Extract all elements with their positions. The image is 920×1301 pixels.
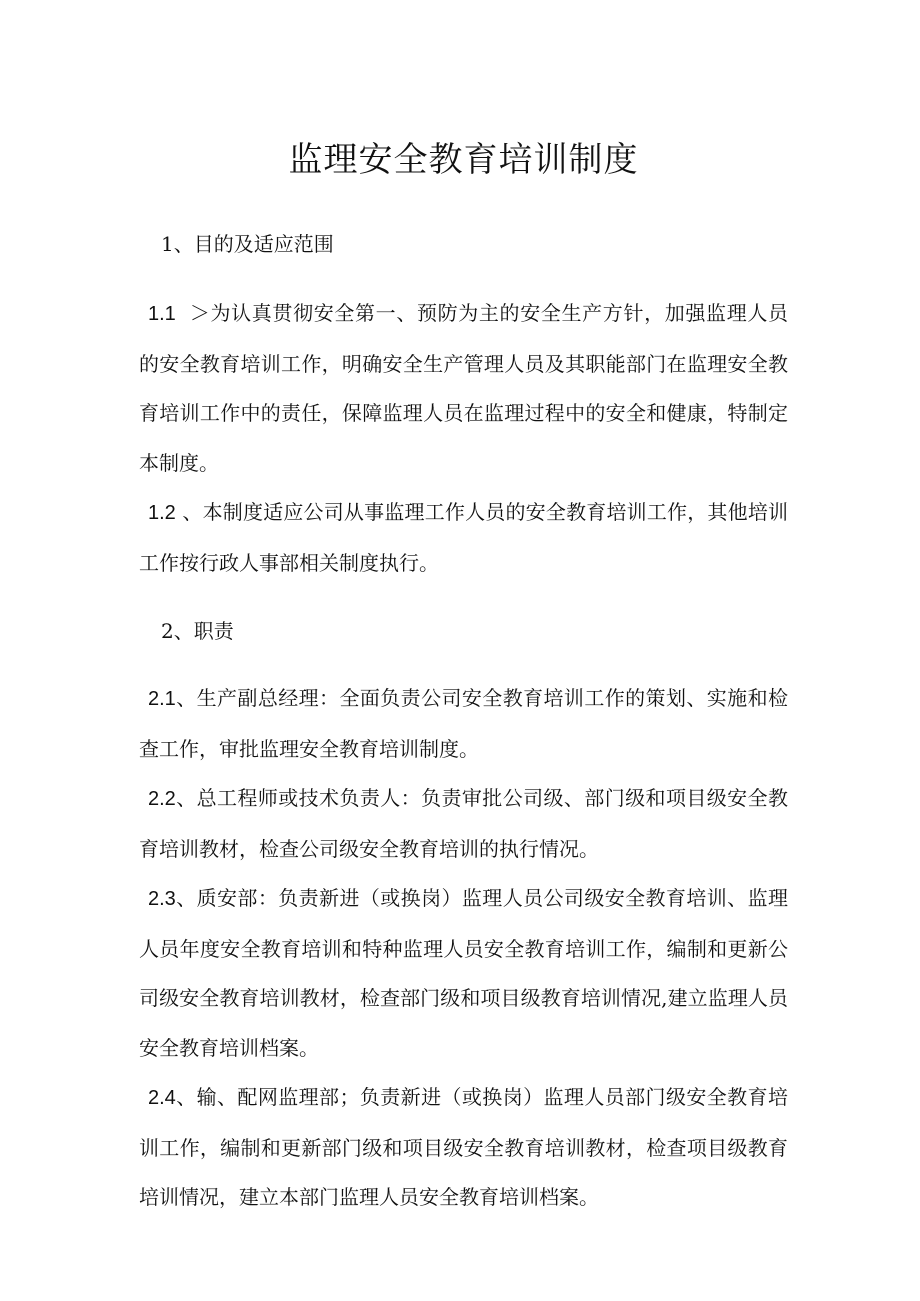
clause-1-2 [139, 488, 788, 588]
section-responsibilities [139, 617, 788, 1223]
section-heading: 2、职责 [161, 619, 234, 643]
clause-text: 、本制度适应公司从事监理工作人员的安全教育培训工作，其他培训工作按行政人事部相关制度执行。 [139, 500, 789, 575]
clause-number: 2.4 [148, 1087, 176, 1109]
clause-2-1 [139, 674, 788, 774]
clause-text: 、质安部：负责新进（或换岗）监理人员公司级安全教育培训、监理人员年度安全教育培训和特种监理人员安全教育培训工作，编制和更新公司级安全教育培训教材，检查部门级和项目级教育培训情况,建立监理人员安全教育培训档案。 [139, 886, 788, 1060]
clause-2-4 [139, 1073, 788, 1223]
section-purpose-scope [139, 230, 788, 588]
clause-text: 、总工程师或技术负责人：负责审批公司级、部门级和项目级安全教育培训教材，检查公司级安全教育培训的执行情况。 [139, 786, 788, 861]
clause-2-2 [139, 774, 788, 874]
clause-1-1 [139, 289, 788, 488]
document-title: 监理安全教育培训制度 [288, 140, 639, 180]
clause-number: 2.3 [148, 888, 176, 910]
clause-number: 1.1 [148, 303, 176, 325]
clause-number: 2.1 [148, 688, 176, 710]
clause-text: 、输、配网监理部；负责新进（或换岗）监理人员部门级安全教育培训工作，编制和更新部门级和项目级安全教育培训教材，检查项目级教育培训情况，建立本部门监理人员安全教育培训档案。 [139, 1085, 788, 1209]
section-heading: 1、目的及适应范围 [161, 232, 334, 256]
clause-text: 、生产副总经理：全面负责公司安全教育培训工作的策划、实施和检查工作，审批监理安全教育培训制度。 [139, 686, 788, 761]
clause-number: 1.2 [148, 502, 176, 524]
clause-2-3 [139, 874, 788, 1073]
clause-number: 2.2 [148, 788, 176, 810]
clause-text: ＞为认真贯彻安全第一、预防为主的安全生产方针，加强监理人员的安全教育培训工作，明确安全生产管理人员及其职能部门在监理安全教育培训工作中的责任，保障监理人员在监理过程中的安全和健康，特制定本制度。 [139, 301, 788, 475]
